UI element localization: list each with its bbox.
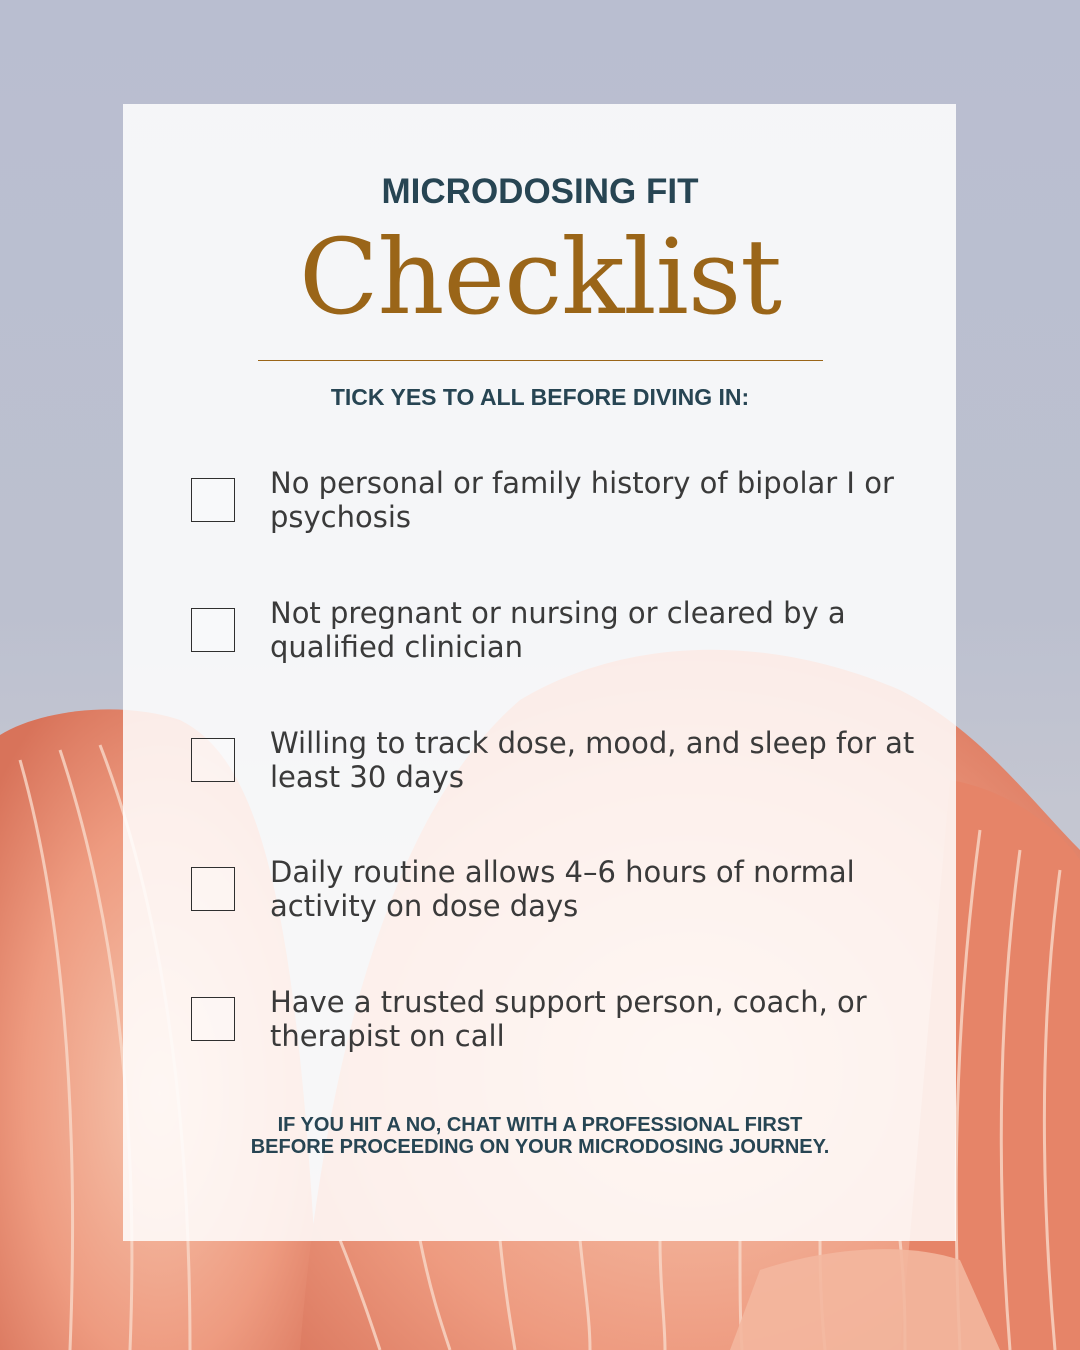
checklist-item[interactable] (191, 855, 931, 945)
checkbox[interactable] (191, 608, 235, 652)
checkbox[interactable] (191, 478, 235, 522)
checkbox[interactable] (191, 738, 235, 782)
checklist-item-label: Not pregnant or nursing or cleared by a qualified clinician (270, 596, 846, 664)
eyebrow-heading: MICRODOSING FIT (381, 172, 699, 211)
footer-line-2: BEFORE PROCEEDING ON YOUR MICRODOSING JOURNEY. (250, 1136, 830, 1158)
title-divider (258, 360, 823, 361)
checklist-item-label: Have a trusted support person, coach, or therapist on call (270, 985, 867, 1053)
instruction-subheading: TICK YES TO ALL BEFORE DIVING IN: (330, 384, 750, 410)
checklist-item[interactable] (191, 985, 931, 1075)
checklist-item-label: No personal or family history of bipolar I or psychosis (270, 466, 894, 534)
checkbox[interactable] (191, 867, 235, 911)
checklist-item[interactable] (191, 596, 931, 686)
footer-disclaimer (0, 1114, 1080, 1158)
checklist-item-label: Daily routine allows 4–6 hours of normal activity on dose days (270, 855, 855, 923)
checklist-item[interactable] (191, 726, 931, 816)
checklist-item[interactable] (191, 466, 931, 556)
footer-line-1: IF YOU HIT A NO, CHAT WITH A PROFESSIONAL FIRST (277, 1114, 803, 1136)
page-title: Checklist (298, 216, 782, 338)
checklist-item-label: Willing to track dose, mood, and sleep for at least 30 days (270, 726, 915, 794)
checkbox[interactable] (191, 997, 235, 1041)
